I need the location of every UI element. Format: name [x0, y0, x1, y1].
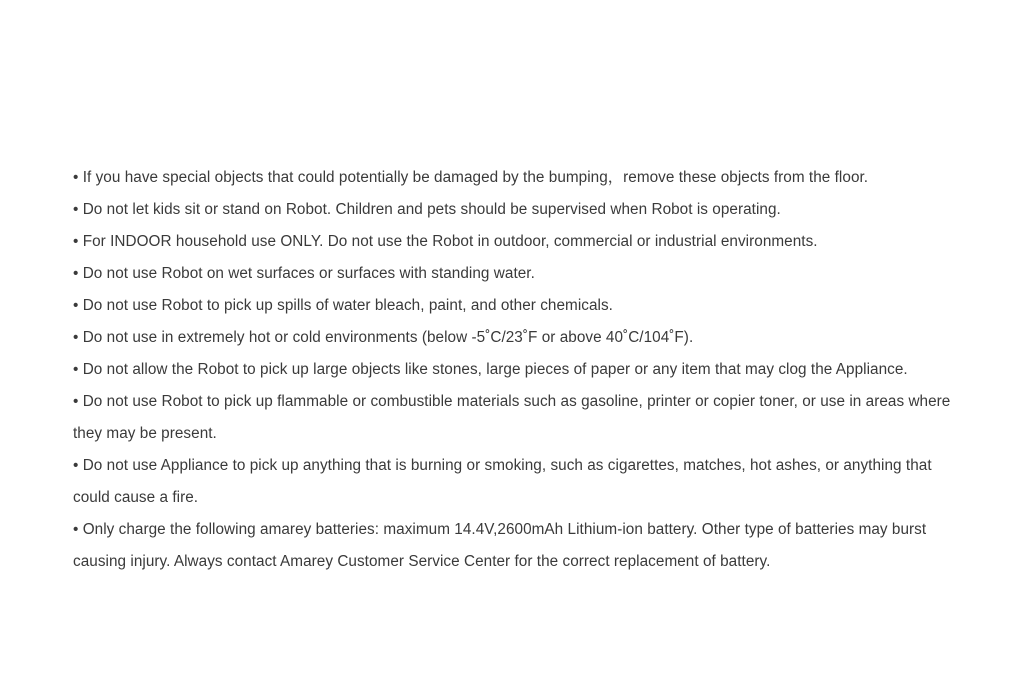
- safety-note-flammable-materials: • Do not use Robot to pick up flammable or combustible materials such as gasoline, printer or copier toner, or use in areas where they may be present.: [73, 393, 951, 442]
- safety-note-battery-charging: • Only charge the following amarey batteries: maximum 14.4V,2600mAh Lithium-ion battery. Other type of batteries may burst causing injury. Always contact Amarey Customer Service Center for the correct replacement of battery.: [73, 521, 927, 570]
- safety-note-large-objects: • Do not allow the Robot to pick up large objects like stones, large pieces of paper or any item that may clog the Appliance.: [73, 361, 908, 378]
- safety-note-bumping-objects: • If you have special objects that could potentially be damaged by the bumping，remove these objects from the floor.: [73, 169, 869, 186]
- safety-note-wet-surfaces: • Do not use Robot on wet surfaces or surfaces with standing water.: [73, 265, 535, 282]
- safety-note-temperature: • Do not use in extremely hot or cold environments (below -5˚C/23˚F or above 40˚C/104˚F).: [73, 329, 694, 346]
- safety-instructions-list: [73, 162, 965, 578]
- safety-note-chemical-spills: • Do not use Robot to pick up spills of water bleach, paint, and other chemicals.: [73, 297, 613, 314]
- safety-note-burning-items: • Do not use Appliance to pick up anything that is burning or smoking, such as cigarettes, matches, hot ashes, or anything that could cause a fire.: [73, 457, 932, 506]
- safety-note-indoor-only: • For INDOOR household use ONLY. Do not use the Robot in outdoor, commercial or industrial environments.: [73, 233, 818, 250]
- safety-note-kids-pets: • Do not let kids sit or stand on Robot. Children and pets should be supervised when Robot is operating.: [73, 201, 781, 218]
